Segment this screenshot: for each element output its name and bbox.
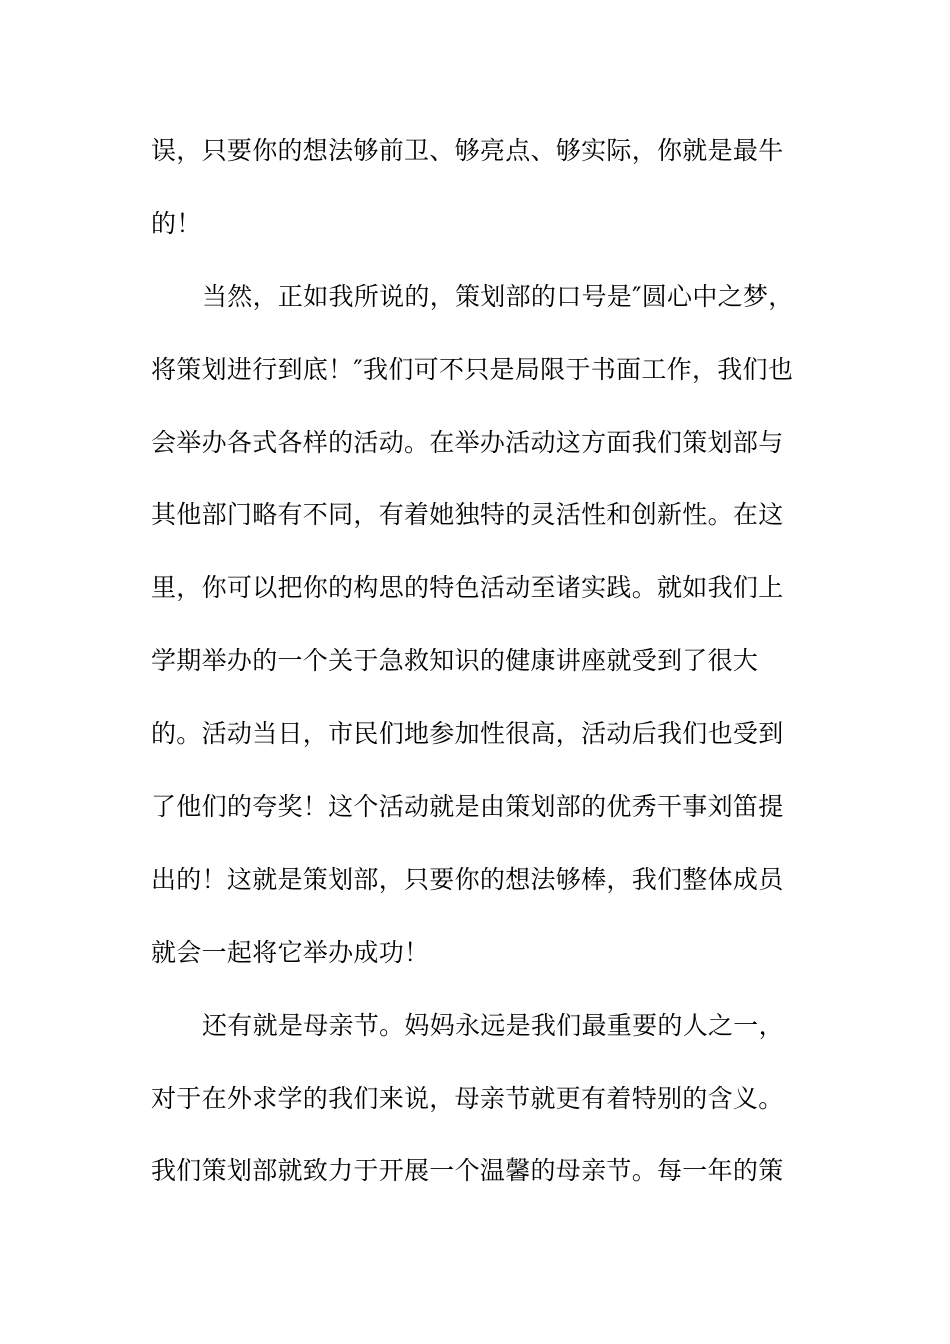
text-line: 其他部门略有不同，有着她独特的灵活性和创新性。在这 bbox=[151, 500, 784, 530]
text-line: 误，只要你的想法够前卫、够亮点、够实际，你就是最牛 bbox=[151, 136, 784, 165]
document-body bbox=[151, 125, 811, 1218]
text-line: 里，你可以把你的构思的特色活动至诸实践。就如我们上 bbox=[151, 573, 784, 603]
paragraph-first-line: 还有就是母亲节。妈妈永远是我们最重要的人之一， bbox=[202, 1010, 784, 1040]
text-line: 了他们的夸奖！这个活动就是由策划部的优秀干事刘笛提 bbox=[151, 792, 784, 822]
text-line: 会举办各式各样的活动。在举办活动这方面我们策划部与 bbox=[151, 427, 784, 457]
text-line: 的。活动当日，市民们地参加性很高，活动后我们也受到 bbox=[151, 719, 784, 749]
text-line: 学期举办的一个关于急救知识的健康讲座就受到了很大 bbox=[151, 646, 759, 676]
text-line: 出的！这就是策划部，只要你的想法够棒，我们整体成员 bbox=[151, 864, 784, 894]
text-line: 将策划进行到底！″我们可不只是局限于书面工作，我们也 bbox=[151, 354, 794, 384]
text-line: 的！ bbox=[151, 208, 202, 238]
text-line: 就会一起将它举办成功！ bbox=[151, 937, 430, 967]
text-line: 我们策划部就致力于开展一个温馨的母亲节。每一年的策 bbox=[151, 1156, 784, 1186]
text-line: 对于在外求学的我们来说，母亲节就更有着特别的含义。 bbox=[151, 1083, 784, 1113]
paragraph-first-line: 当然，正如我所说的，策划部的口号是″圆心中之梦， bbox=[202, 281, 794, 311]
